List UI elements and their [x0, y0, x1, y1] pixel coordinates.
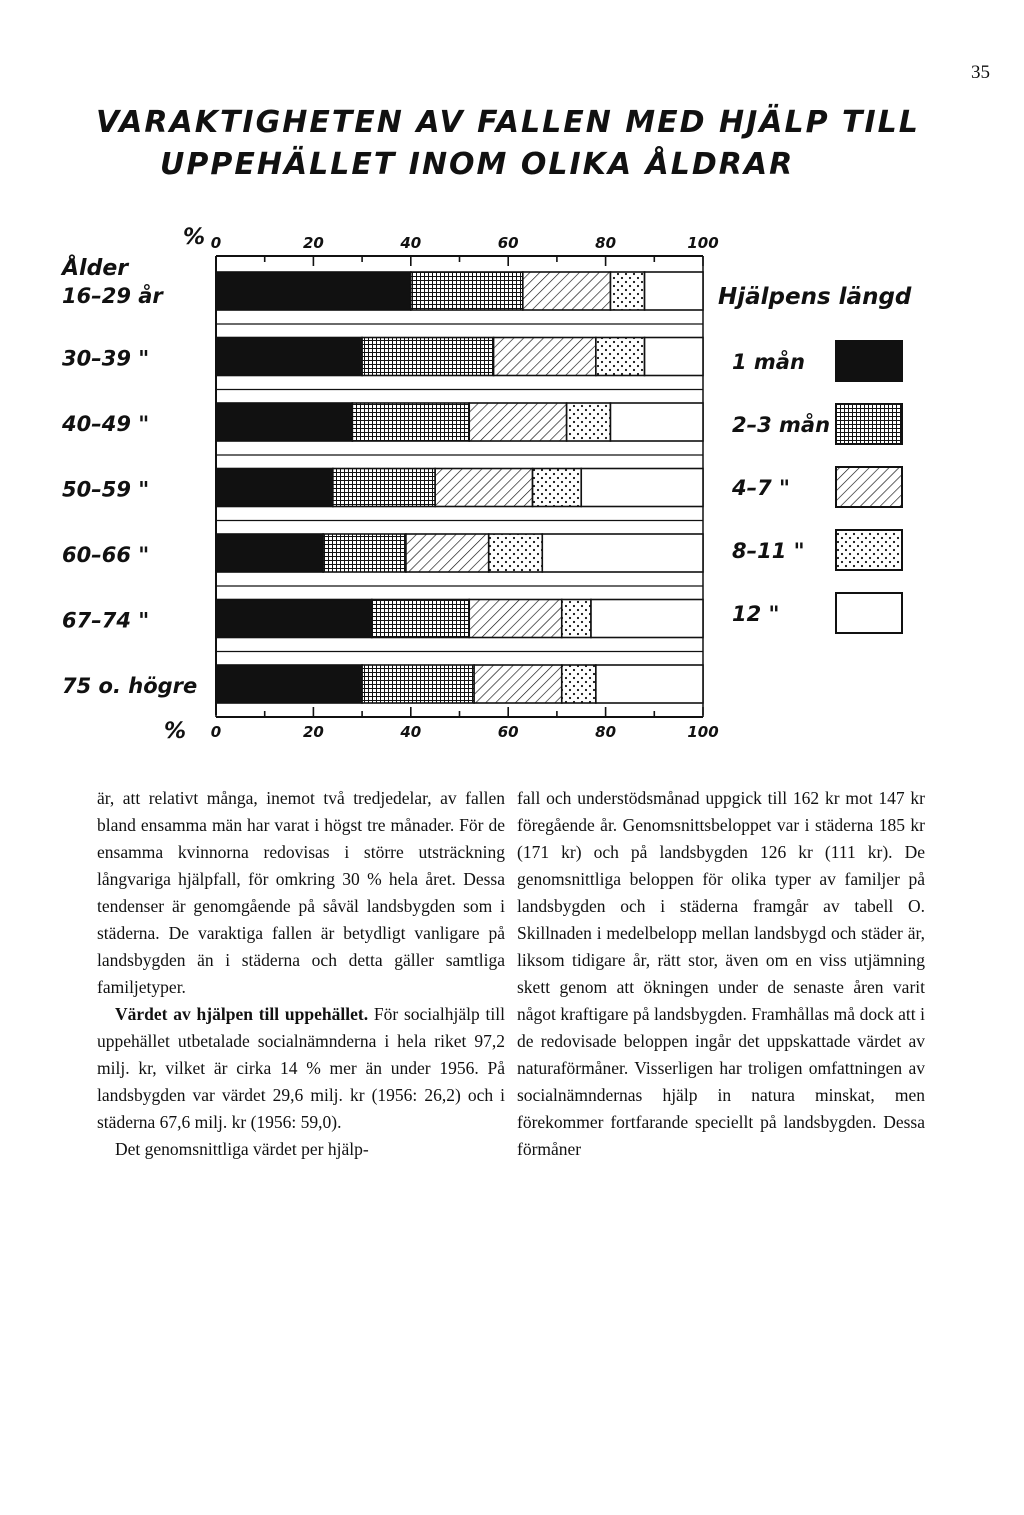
bar-segment — [406, 534, 489, 572]
legend-item — [732, 593, 902, 633]
legend-swatch — [836, 341, 902, 381]
row-label: 30–39 " — [62, 346, 150, 371]
tick-label-bottom: 100 — [687, 723, 719, 741]
bar-segment — [469, 403, 566, 441]
section-heading: Värdet av hjälpen till uppehället. — [115, 1004, 369, 1024]
row-label: 75 o. högre — [62, 674, 198, 698]
bar-segment — [216, 665, 362, 703]
legend-swatch — [836, 404, 902, 444]
legend-item — [732, 404, 902, 444]
bar-row — [216, 469, 703, 521]
bar-segment — [610, 403, 703, 441]
bar-segment — [411, 272, 523, 310]
bar-segment — [567, 403, 611, 441]
bar-segment — [591, 600, 703, 638]
bar-segment — [523, 272, 611, 310]
bar-segment — [645, 272, 703, 310]
row-label: 40–49 " — [62, 412, 150, 436]
bar-segment — [362, 665, 474, 703]
legend-label: 4–7 " — [732, 476, 790, 500]
row-label: 16–29 år — [62, 284, 163, 308]
legend-swatch — [836, 593, 902, 633]
bar-segment — [562, 665, 596, 703]
row-label: 67–74 " — [62, 608, 150, 633]
tick-label-top: 40 — [400, 234, 422, 252]
tick-label-bottom: 80 — [595, 723, 617, 741]
legend-label: 2–3 mån — [732, 413, 831, 437]
legend-item — [732, 341, 902, 381]
chart-title-line-2: UPPEHÄLLET INOM OLIKA ÅLDRAR — [160, 147, 795, 182]
row-label: 50–59 " — [62, 477, 150, 502]
bar-segment — [323, 534, 406, 572]
paragraph: Det genomsnittliga värdet per hjälp- — [115, 1139, 369, 1159]
bar-segment — [533, 469, 582, 507]
bar-segment — [610, 272, 644, 310]
text-column-right — [517, 785, 925, 1163]
section-body: För socialhjälp till uppehället utbetalade socialnämnderna i hela riket 97,2 milj. kr, vilket är cirka 14 % mer än under 1956. På landsbygden var värdet 29,6 milj. kr (1956: 26,2) och i städerna 67,6 milj. kr (1956: 59,0). — [97, 1004, 505, 1132]
legend-swatch — [836, 467, 902, 507]
tick-label-top: 60 — [497, 234, 519, 252]
bar-row — [216, 534, 703, 586]
axis-top — [183, 225, 719, 266]
bar-segment — [352, 403, 469, 441]
bar-segment — [474, 665, 562, 703]
tick-label-bottom: 60 — [497, 723, 519, 741]
tick-label-top: 80 — [595, 234, 617, 252]
bar-segment — [542, 534, 703, 572]
tick-label-top: 20 — [302, 234, 324, 252]
bar-segment — [494, 338, 596, 376]
bar-segment — [216, 469, 333, 507]
bar-segment — [362, 338, 493, 376]
bar-segment — [469, 600, 562, 638]
tick-label-bottom: 40 — [400, 723, 422, 741]
bar-segment — [216, 403, 352, 441]
bar-segment — [596, 665, 703, 703]
bar-row — [216, 272, 703, 324]
bar-segment — [216, 600, 372, 638]
legend-swatch — [836, 530, 902, 570]
chart-title-line-1: VARAKTIGHETEN AV FALLEN MED HJÄLP TILL — [96, 105, 920, 140]
bar-segment — [489, 534, 543, 572]
legend-label: 1 mån — [732, 350, 805, 374]
page-number: 35 — [971, 62, 990, 83]
bar-segment — [435, 469, 532, 507]
legend-item — [731, 467, 902, 507]
tick-label-bottom: 20 — [302, 723, 324, 741]
row-labels — [60, 255, 197, 698]
axis-bottom — [164, 707, 719, 744]
legend-item — [732, 530, 902, 570]
legend — [718, 284, 912, 633]
legend-label: 12 " — [732, 602, 780, 626]
bar-segment — [216, 534, 323, 572]
bar-segment — [581, 469, 703, 507]
paragraph: är, att relativt många, inemot två tredjedelar, av fallen bland ensamma män har varat i högst tre månader. För de ensamma kvinnorna redovisas i större utsträckning långvariga hjälpfall, för omkring 30 % hela året. Dessa tendenser är genomgående på såväl landsbygden som i städerna. De varaktiga fallen är betydligt vanligare på landsbygden än i städerna och detta gäller samtliga familjetyper. — [97, 788, 505, 997]
bar-segment — [562, 600, 591, 638]
axis-unit-label-bottom: % — [164, 719, 187, 744]
tick-label-bottom: 0 — [210, 723, 222, 741]
paragraph-section — [97, 1001, 505, 1136]
bar-row — [216, 338, 703, 390]
bar-segment — [333, 469, 435, 507]
bar-segment — [596, 338, 645, 376]
tick-label-top: 0 — [210, 234, 222, 252]
bars — [216, 272, 703, 717]
bar-segment — [216, 272, 411, 310]
bar-segment — [645, 338, 703, 376]
legend-label: 8–11 " — [732, 539, 805, 563]
bar-row — [216, 665, 703, 717]
bar-segment — [216, 338, 362, 376]
text-column-left — [97, 785, 505, 1163]
tick-label-top: 100 — [687, 234, 719, 252]
bar-row — [216, 600, 703, 652]
row-label: 60–66 " — [62, 543, 150, 567]
paragraph: fall och understödsmånad uppgick till 162 kr mot 147 kr föregående år. Genomsnittsbeloppet var i städerna 185 kr (171 kr) och på landsbygden 126 kr (111 kr). De genomsnittliga beloppen för olika typer av familjer på landsbygden och i städerna framgår av tabell O. Skillnaden i medelbelopp mellan landsbygd och städer är, liksom tidigare år, rätt stor, även om en viss utjämning skett genom att ökningen under de senaste åren varit något kraftigare på landsbygden. Framhållas må dock att i de redovisade beloppen ingår det uppskattade värdet av naturaförmåner. Visserligen har troligen omfattningen av socialnämndernas hjälp in natura minskat, men förekommer fortfarande speciellt på landsbygden. Dessa förmåner — [517, 788, 925, 1159]
y-axis-title: Ålder — [62, 256, 129, 281]
axis-unit-label-top: % — [183, 225, 206, 250]
legend-title: Hjälpens längd — [718, 284, 912, 310]
bar-row — [216, 403, 703, 455]
bar-segment — [372, 600, 469, 638]
